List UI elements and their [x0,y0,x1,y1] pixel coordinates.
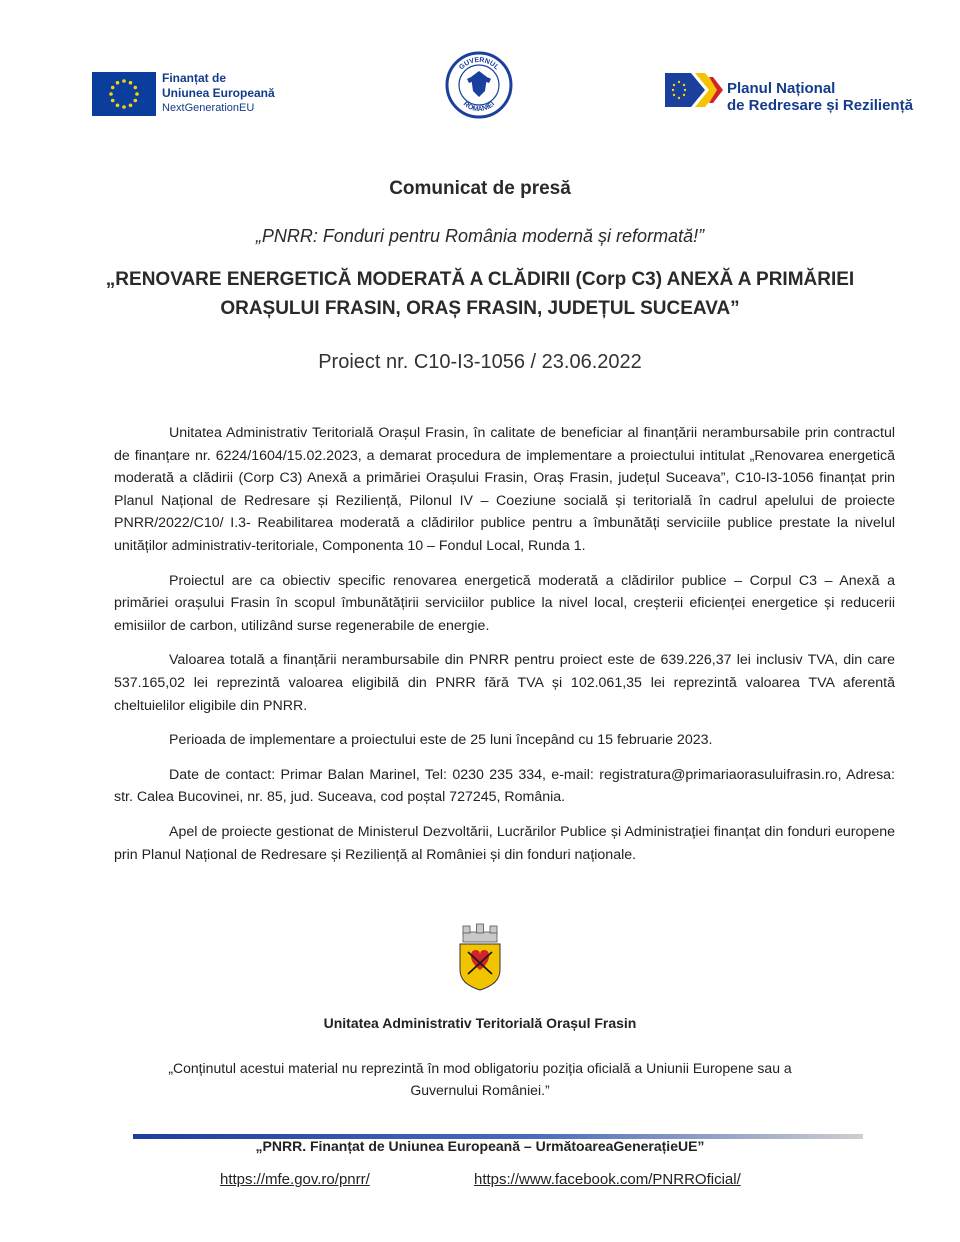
paragraph: Valoarea totală a finanțării nerambursabile din PNRR pentru proiect este de 639.226,37 lei inclusiv TVA, din care 537.165,02 lei reprezintă valoarea eligibilă din PNRR fără TVA și 102.061,35 lei reprezintă valoarea TVA aferentă cheltuielilor eligibile din PNRR. [114,652,895,714]
press-release-heading: Comunicat de presă [389,178,571,199]
project-title [0,265,960,323]
facebook-pnrr-link[interactable]: https://www.facebook.com/PNRROficial/ [474,1171,741,1188]
paragraph: Unitatea Administrativ Teritorială Orașul Frasin, în calitate de beneficiar al finanțării nerambursabile prin contractul de finanțare nr. 6224/1604/15.02.2023, a demarat procedura de implementare a proiectului intitulat „Renovarea energetică moderată a clădirii (Corp C3) Anexă a primăriei Orașului Frasin, Oraș Frasin, județul Suceava”, C10-I3-1056 finanțat prin Planul Național de Redresare și Reziliență, Pilonul IV – Coeziune socială și teritorială în cadrul apelului de proiecte PNRR/2022/C10/ I.3- Reabilitarea moderată a clădirilor publice pentru a îmbunătăți serviciile publice prestate la nivelul unităților administrativ-teritoriale, Componenta 10 – Fondul Local, Runda 1. [114,425,895,554]
mfe-pnrr-link[interactable]: https://mfe.gov.ro/pnrr/ [220,1171,370,1188]
press-release-body [114,422,895,878]
pnrr-line-1: Planul Național [727,80,836,97]
pnrr-line-2: de Redresare și Reziliență [727,97,913,114]
seal-top-text: GUVERNUL [458,56,500,72]
paragraph: Date de contact: Primar Balan Marinel, Tel: 0230 235 334, e-mail: registratura@primariaorasuluifrasin.ro, Adresa: str. Calea Bucovinei, nr. 85, jud. Suceava, cod poștal 727245, România. [114,766,895,806]
disclaimer-line-2: Guvernului României.” [410,1082,550,1098]
government-seal-icon [445,51,513,119]
eu-flag-icon [92,72,156,116]
eu-line-2: Uniunea Europeană [162,86,275,100]
disclaimer-line-1: „Conținutul acestui material nu reprezintă în mod obligatoriu poziția oficială a Uniunii Europene sau a [168,1060,792,1076]
eu-line-3: NextGenerationEU [162,102,255,114]
paragraph: Proiectul are ca obiectiv specific renovarea energetică moderată a clădirilor publice – Corpul C3 – Anexă a primăriei orașului Frasin în scopul îmbunătățirii serviciilor publice la nivel local, creșterii eficienței energetice și reducerii emisiilor de carbon, utilizând surse regenerabile de energie. [114,572,895,634]
motto: „PNRR: Fonduri pentru România modernă și reformată!” [255,226,705,246]
seal-bottom-text: ROMÂNIEI [461,100,497,114]
frasin-coat-of-arms-icon [455,922,505,992]
project-title-line-2: ORAȘULUI FRASIN, ORAȘ FRASIN, JUDEȚUL SUCEAVA” [220,298,740,319]
eu-line-1: Finanțat de [162,71,227,85]
paragraph: Apel de proiecte gestionat de Ministerul Dezvoltării, Lucrărilor Publice și Administrației finanțat din fonduri europene prin Planul Național de Redresare și Reziliență al României și din fonduri naționale. [114,823,895,863]
pnrr-label [727,80,913,114]
paragraph: Perioada de implementare a proiectului este de 25 luni începând cu 15 februarie 2023. [169,732,713,749]
footer-divider [133,1126,863,1131]
uat-name: Unitatea Administrativ Teritorială Orașul Frasin [323,1015,637,1031]
eu-funding-label [162,71,275,116]
pnrr-slogan: „PNRR. Finanțat de Uniunea Europeană – UrmătoareaGenerațieUE” [255,1138,705,1154]
project-number: Proiect nr. C10-I3-1056 / 23.06.2022 [318,351,642,373]
project-title-line-1: „RENOVARE ENERGETICĂ MODERATĂ A CLĂDIRII (Corp C3) ANEXĂ A PRIMĂRIEI [105,269,855,290]
eu-disclaimer [0,1057,960,1101]
pnrr-logo-icon [665,73,723,107]
